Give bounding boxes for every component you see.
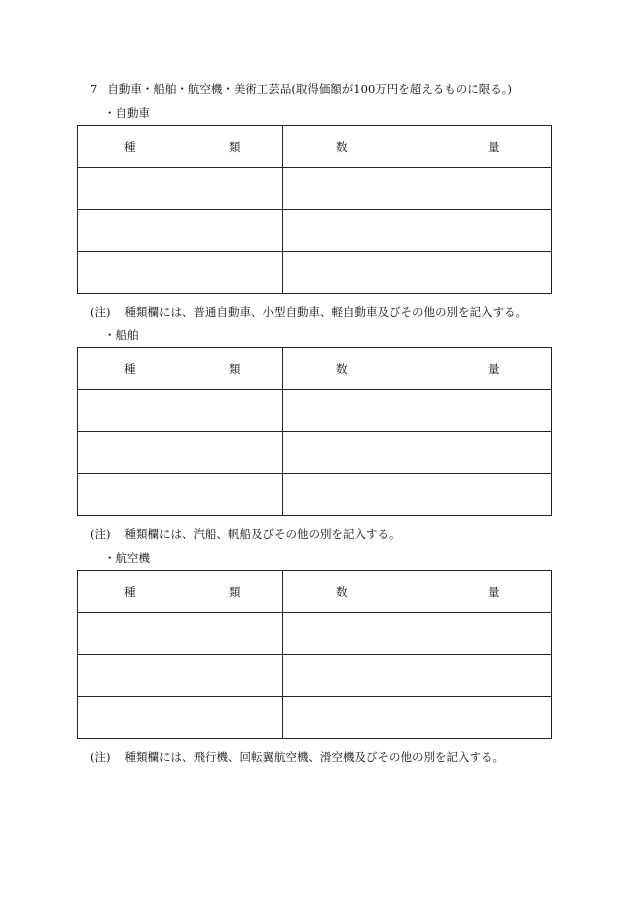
note-text: 種類欄には、汽船、帆船及びその他の別を記入する。 (124, 527, 401, 541)
kind-header-cell (78, 348, 283, 390)
aircraft-subtitle: ・航空機 (104, 551, 150, 565)
quantity-cell[interactable] (283, 432, 552, 474)
note-tag: (注) (90, 527, 111, 541)
kind-header-char-2: 類 (229, 140, 241, 154)
note-text: 種類欄には、飛行機、回転翼航空機、滑空機及びその他の別を記入する。 (124, 750, 504, 764)
quantity-header-cell (283, 571, 552, 613)
kind-header-cell (78, 571, 283, 613)
automobile-note (90, 304, 527, 320)
note-tag: (注) (90, 305, 111, 319)
kind-header-char-2: 類 (229, 585, 241, 599)
quantity-header-cell (283, 126, 552, 168)
kind-cell[interactable] (78, 210, 283, 252)
kind-cell[interactable] (78, 432, 283, 474)
table-row (78, 252, 552, 294)
kind-cell[interactable] (78, 655, 283, 697)
kind-cell[interactable] (78, 252, 283, 294)
note-text: 種類欄には、普通自動車、小型自動車、軽自動車及びその他の別を記入する。 (124, 305, 527, 319)
kind-header-char-1: 種 (124, 362, 136, 376)
table-row (78, 474, 552, 516)
kind-header-cell (78, 126, 283, 168)
kind-header-char-2: 類 (229, 362, 241, 376)
table-row (78, 390, 552, 432)
ship-subtitle: ・船舶 (104, 328, 139, 342)
table-row (78, 210, 552, 252)
automobile-table (77, 125, 552, 294)
quantity-header-char-1: 数 (336, 140, 348, 154)
kind-cell[interactable] (78, 474, 283, 516)
kind-header-char-1: 種 (124, 140, 136, 154)
quantity-header-char-1: 数 (336, 362, 348, 376)
table-row (78, 697, 552, 739)
section-heading (90, 81, 512, 97)
kind-cell[interactable] (78, 697, 283, 739)
aircraft-table (77, 570, 552, 739)
ship-note (90, 526, 400, 542)
table-header-row (78, 571, 552, 613)
table-header-row (78, 126, 552, 168)
quantity-header-cell (283, 348, 552, 390)
quantity-cell[interactable] (283, 474, 552, 516)
section-heading-text: 自動車・船舶・航空機・美術工芸品(取得価額が100万円を超えるものに限る。) (107, 82, 512, 96)
quantity-header-char-2: 量 (488, 585, 500, 599)
quantity-cell[interactable] (283, 252, 552, 294)
table-row (78, 168, 552, 210)
quantity-cell[interactable] (283, 613, 552, 655)
kind-cell[interactable] (78, 168, 283, 210)
quantity-cell[interactable] (283, 390, 552, 432)
aircraft-note (90, 749, 504, 765)
table-row (78, 432, 552, 474)
quantity-cell[interactable] (283, 655, 552, 697)
quantity-header-char-2: 量 (488, 362, 500, 376)
quantity-cell[interactable] (283, 697, 552, 739)
quantity-header-char-2: 量 (488, 140, 500, 154)
table-row (78, 655, 552, 697)
kind-cell[interactable] (78, 613, 283, 655)
kind-header-char-1: 種 (124, 585, 136, 599)
table-row (78, 613, 552, 655)
quantity-cell[interactable] (283, 168, 552, 210)
table-header-row (78, 348, 552, 390)
section-number: 7 (90, 82, 98, 96)
kind-cell[interactable] (78, 390, 283, 432)
automobile-subtitle: ・自動車 (104, 106, 150, 120)
quantity-header-char-1: 数 (336, 585, 348, 599)
note-tag: (注) (90, 750, 111, 764)
quantity-cell[interactable] (283, 210, 552, 252)
ship-table (77, 347, 552, 516)
